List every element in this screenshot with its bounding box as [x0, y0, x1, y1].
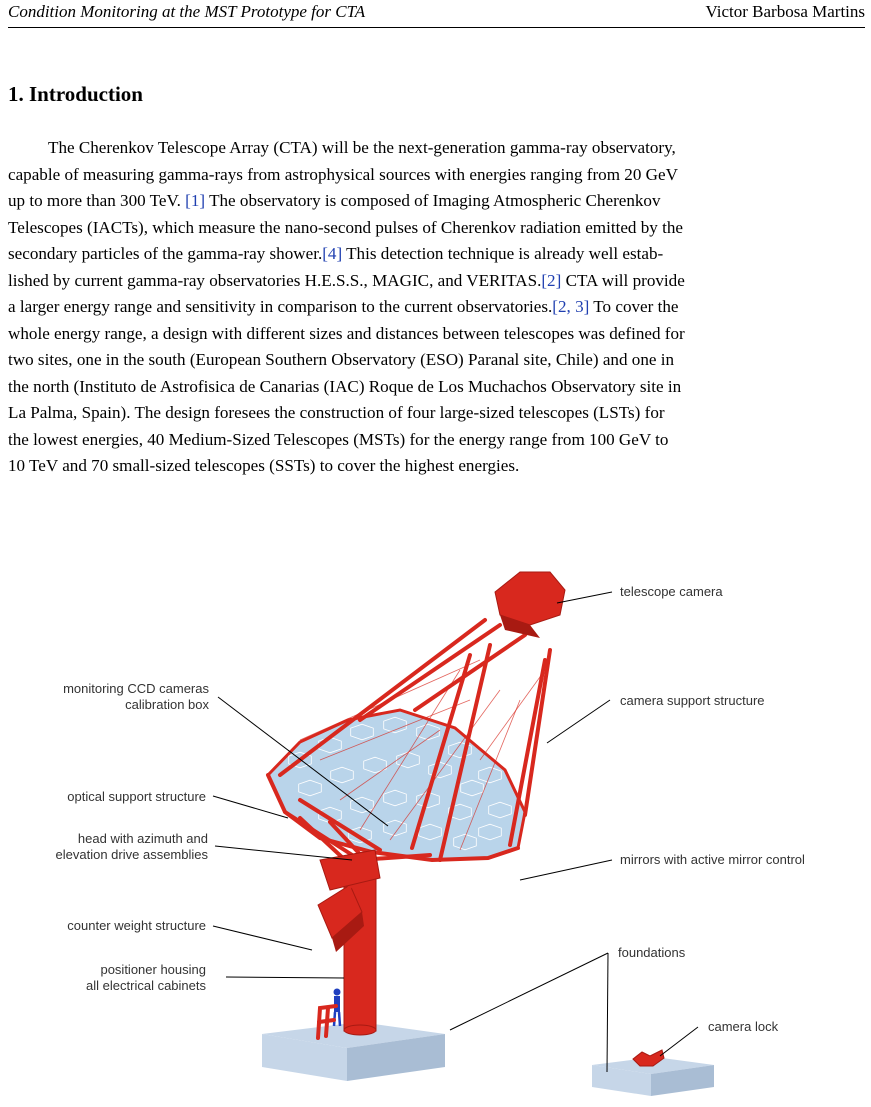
label-positioner-housing [86, 962, 206, 994]
label-camera-support-structure: camera support structure [620, 693, 765, 708]
section-heading: 1. Introduction [8, 82, 143, 106]
label-camera-lock: camera lock [708, 1019, 779, 1034]
paragraph-line: the lowest energies, 40 Medium-Sized Telescopes (MSTs) for the energy range from 100 GeV to [8, 429, 669, 449]
paragraph-line: Telescopes (IACTs), which measure the nano-second pulses of Cherenkov radiation emitted by the [8, 217, 683, 237]
label-counter-weight-structure: counter weight structure [67, 918, 206, 933]
paragraph-line: secondary particles of the gamma-ray shower.[4] This detection technique is already well estab- [8, 244, 664, 263]
paragraph-line: La Palma, Spain). The design foresees the construction of four large-sized telescopes (LSTs) for [8, 403, 665, 422]
label-monitoring-line2: calibration box [125, 697, 209, 712]
paragraph-line: the north (Instituto de Astrofisica de Canarias (IAC) Roque de Los Muchachos Observatory site in [8, 376, 682, 396]
label-head-line1: head with azimuth and [77, 831, 208, 846]
label-head-line2: elevation drive assemblies [55, 847, 208, 862]
paragraph-line: lished by current gamma-ray observatories H.E.S.S., MAGIC, and VERITAS.[2] CTA will provide [8, 270, 685, 290]
label-monitoring-line1: monitoring CCD cameras [63, 681, 209, 696]
paragraph-line: 10 TeV and 70 small-sized telescopes (SSTs) to cover the highest energies. [8, 456, 520, 475]
label-positioner-line2: all electrical cabinets [86, 978, 206, 993]
citation-link[interactable]: [2] [541, 270, 562, 290]
body-paragraph [8, 135, 863, 480]
paragraph-line: up to more than 300 TeV. [1] The observatory is composed of Imaging Atmospheric Cherenkov [8, 191, 661, 210]
label-telescope-camera: telescope camera [620, 584, 723, 599]
running-head-title: Condition Monitoring at the MST Prototype for CTA [8, 2, 366, 21]
citation-link[interactable]: [4] [322, 244, 343, 263]
label-mirrors-active-control: mirrors with active mirror control [620, 852, 805, 867]
label-optical-support-structure: optical support structure [67, 789, 206, 804]
mirror-dish [268, 710, 525, 860]
citation-link[interactable]: [1] [185, 191, 206, 210]
telescope-figure [0, 560, 871, 1107]
running-head [8, 2, 865, 24]
paragraph-line: The Cherenkov Telescope Array (CTA) will be the next-generation gamma-ray observatory, [48, 138, 676, 157]
paragraph-line: a larger energy range and sensitivity in comparison to the current observatories.[2, 3] To cover the [8, 297, 679, 316]
label-monitoring-ccd-cameras [63, 681, 209, 713]
header-rule [8, 27, 865, 28]
paragraph-line: capable of measuring gamma-rays from astrophysical sources with energies ranging from 20 GeV [8, 164, 678, 184]
citation-link[interactable]: [2, 3] [552, 297, 590, 316]
paragraph-line: two sites, one in the south (European Southern Observatory (ESO) Paranal site, Chile) and one in [8, 350, 675, 369]
label-foundations: foundations [618, 945, 686, 960]
paragraph-line: whole energy range, a design with different sizes and distances between telescopes was defined for [8, 323, 685, 343]
label-positioner-line1: positioner housing [100, 962, 206, 977]
running-head-author: Victor Barbosa Martins [705, 2, 865, 21]
label-head-drive-assemblies [56, 831, 208, 863]
telescope-camera [495, 572, 565, 638]
